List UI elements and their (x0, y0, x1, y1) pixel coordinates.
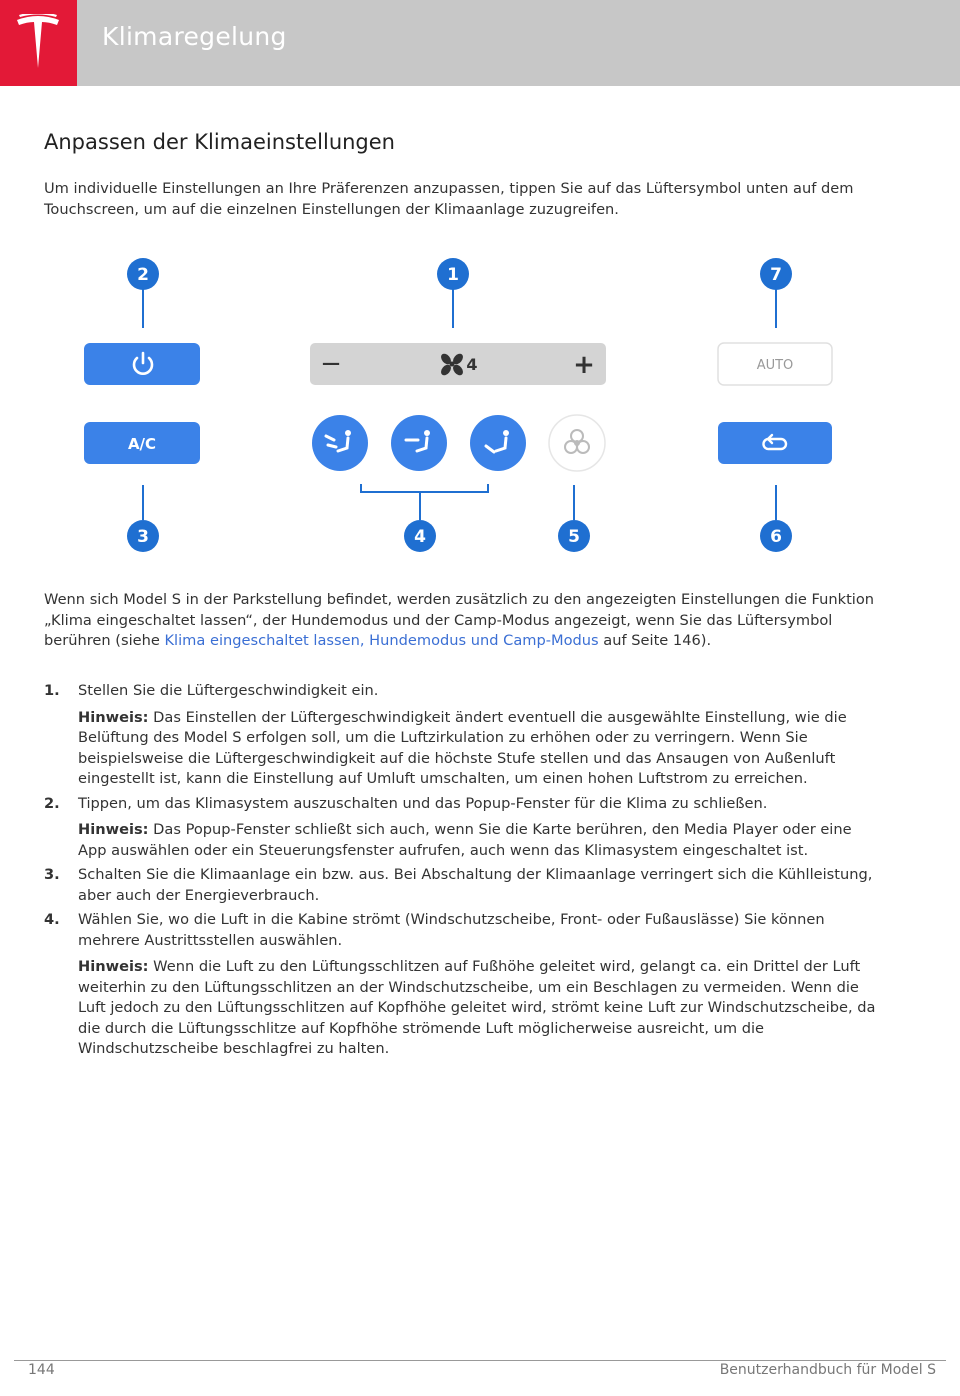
list-item-number: 2. (44, 794, 60, 812)
paragraph-text: Wenn sich Model S in der Parkstellung befindet, werden zusätzlich zu den angezeigten Einstellungen die Funktion „Klima eingeschaltet lassen“, der Hundemodus und der Camp-Modus angezeigt, wenn Sie das Lüftersymbol berühren (siehe (44, 591, 875, 649)
fan-increase-button[interactable]: + (573, 350, 595, 380)
note-label: Hinweis: (78, 958, 149, 975)
climate-controls-figure (0, 240, 960, 570)
note (44, 708, 884, 790)
callout-5 (558, 520, 590, 552)
intro-paragraph: Um individuelle Einstellungen an Ihre Präferenzen anzupassen, tippen Sie auf das Lüftersymbol unten auf dem Touchscreen, um auf die einzelnen Einstellungen der Klimaanlage zuzugreifen. (44, 180, 854, 218)
note-text: Das Popup-Fenster schließt sich auch, wenn Sie die Karte berühren, den Media Player oder eine App auswählen oder ein Steuerungsfenster aufrufen, auch wenn das Klimasystem eingeschaltet ist. (78, 821, 852, 859)
fan-speed-bar (310, 343, 606, 385)
list-item (44, 681, 884, 702)
auto-button[interactable] (718, 343, 832, 385)
list-item-text: Stellen Sie die Lüftergeschwindigkeit ein. (78, 682, 379, 699)
callout-7 (760, 258, 792, 290)
list-item-number: 4. (44, 911, 60, 928)
tesla-logo-icon (13, 14, 63, 70)
note-text: Das Einstellen der Lüftergeschwindigkeit ändert eventuell die ausgewählte Einstellung, wie die Belüftung des Model S erfolgen soll, um die Luftzirkulation zu erhöhen oder zu verringern. Wenn Sie beispielsweise die Lüftergeschwindigkeit auf die höchste Stufe stellen und das Ansaugen von Außenluft eingestellt ist, kann die Einstellung auf Umluft umschalten, um einen hohen Luftstrom zu erreichen. (78, 708, 847, 787)
cross-reference-link[interactable]: Klima eingeschaltet lassen, Hundemodus und Camp-Modus (164, 632, 599, 649)
numbered-list (44, 681, 884, 1064)
power-button[interactable] (84, 343, 200, 385)
airflow-windshield-button[interactable] (312, 415, 368, 471)
note-label: Hinweis: (78, 821, 149, 838)
svg-text:6: 6 (770, 527, 782, 547)
paragraph-text-end: auf Seite 146). (598, 632, 712, 649)
fan-decrease-button[interactable]: − (320, 349, 342, 379)
callout-6 (760, 520, 792, 552)
list-item-text: Schalten Sie die Klimaanlage ein bzw. aus. Bei Abschaltung der Klimaanlage verringert sich die Kühlleistung, aber auch der Energieverbrauch. (78, 866, 873, 904)
callout-1 (437, 258, 469, 290)
list-item (44, 910, 884, 951)
note (44, 957, 884, 1060)
svg-text:4: 4 (414, 527, 426, 547)
list-item (44, 865, 884, 906)
list-item-text: Wählen Sie, wo die Luft in die Kabine strömt (Windschutzscheibe, Front- oder Fußauslässe) Sie können mehrere Austrittsstellen auswählen. (78, 911, 825, 949)
ac-button[interactable] (84, 422, 200, 464)
footer-divider (14, 1360, 946, 1361)
callout-2 (127, 258, 159, 290)
brand-logo (0, 0, 77, 86)
page-number: 144 (28, 1362, 55, 1378)
note-text: Wenn die Luft zu den Lüftungsschlitzen auf Fußhöhe geleitet wird, gelangt ca. ein Drittel der Luft weiterhin zu den Lüftungsschlitzen an der Windschutzscheibe, um ein Beschlagen zu vermeiden. Wenn die Luft jedoch zu den Lüftungsschlitzen auf Kopfhöhe geleitet wird, strömt keine Luft zur Windschutzscheibe, da die durch die Lüftungsschlitze auf Kopfhöhe strömende Luft möglicherweise ausreicht, um die Windschutzscheibe beschlagfrei zu halten. (78, 958, 876, 1057)
bioweapon-mode-button[interactable] (549, 415, 605, 471)
list-item-number: 1. (44, 682, 60, 699)
recirculate-button[interactable] (718, 422, 832, 464)
svg-text:3: 3 (137, 527, 149, 547)
airflow-face-button[interactable] (391, 415, 447, 471)
section-title: Anpassen der Klimaeinstellungen (44, 130, 395, 154)
callout-4 (404, 520, 436, 552)
note-label: Hinweis: (78, 708, 149, 726)
chapter-title: Klimaregelung (102, 22, 287, 51)
svg-text:AUTO: AUTO (756, 358, 794, 373)
airflow-feet-button[interactable] (470, 415, 526, 471)
list-item-number: 3. (44, 866, 60, 883)
svg-text:A/C: A/C (127, 435, 157, 453)
manual-title: Benutzerhandbuch für Model S (719, 1362, 936, 1378)
page-header (0, 0, 960, 86)
svg-text:2: 2 (137, 265, 149, 285)
list-item (44, 794, 884, 815)
svg-text:5: 5 (568, 527, 580, 547)
note (44, 820, 884, 861)
svg-text:7: 7 (770, 265, 782, 285)
list-item-text: Tippen, um das Klimasystem auszuschalten und das Popup-Fenster für die Klima zu schließen. (78, 794, 768, 812)
svg-text:1: 1 (447, 265, 459, 285)
body-paragraph (44, 590, 884, 652)
fan-speed-value: 4 (466, 355, 478, 374)
callout-3 (127, 520, 159, 552)
